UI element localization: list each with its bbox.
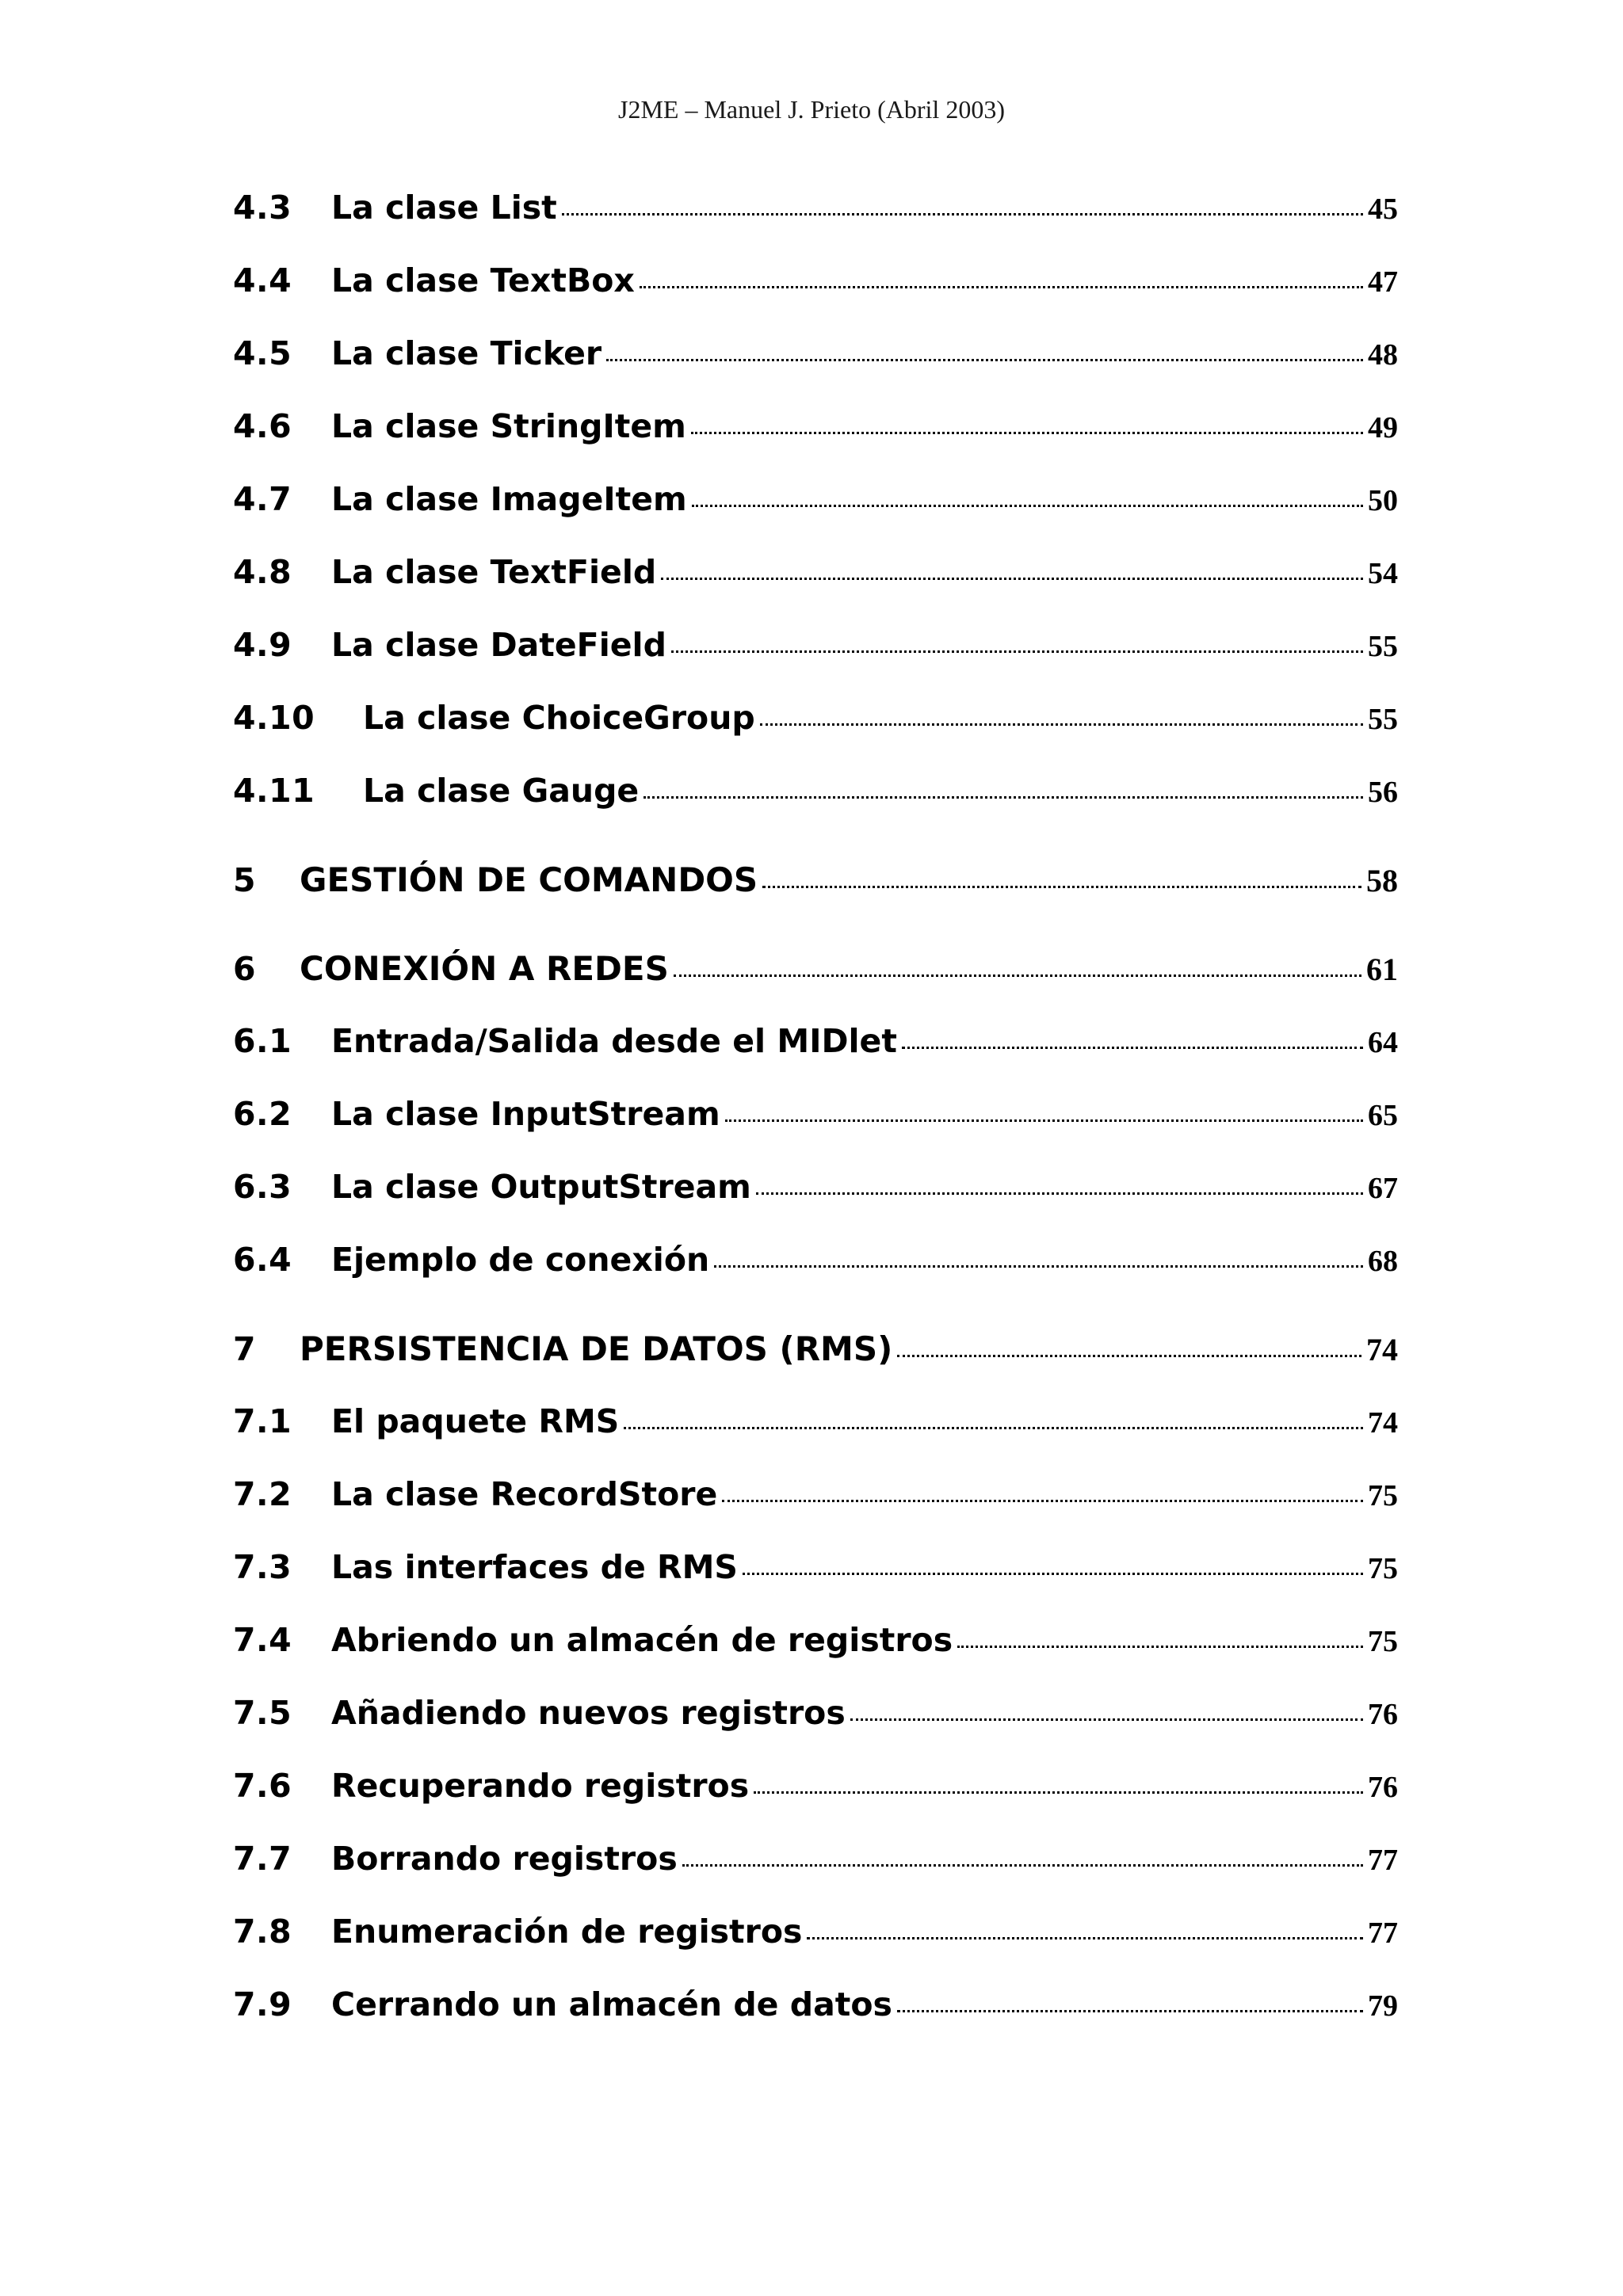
dot-leader xyxy=(624,1427,1363,1429)
toc-entry-number: 4.4 xyxy=(233,261,292,299)
toc-entry-number: 7.5 xyxy=(233,1694,292,1732)
toc-entry-title: El paquete RMS xyxy=(331,1402,620,1440)
toc-entry-page: 64 xyxy=(1368,1026,1398,1059)
dot-leader xyxy=(743,1573,1363,1575)
toc-entry-title: La clase InputStream xyxy=(331,1095,720,1133)
toc-entry-page: 74 xyxy=(1366,1332,1398,1367)
toc-entry-title: La clase TextField xyxy=(331,553,657,591)
toc-entry-page: 77 xyxy=(1368,1917,1398,1950)
toc-entry-title: Añadiendo nuevos registros xyxy=(331,1694,846,1732)
toc-entry[interactable] xyxy=(233,1548,1398,1596)
toc-entry[interactable] xyxy=(233,480,1398,528)
toc-entry[interactable] xyxy=(233,1241,1398,1288)
toc-entry[interactable] xyxy=(233,772,1398,819)
toc-entry-page: 49 xyxy=(1368,411,1398,444)
toc-entry[interactable] xyxy=(233,1022,1398,1070)
toc-entry-title: Las interfaces de RMS xyxy=(331,1548,738,1586)
toc-entry-page: 45 xyxy=(1368,193,1398,226)
toc-entry-page: 65 xyxy=(1368,1099,1398,1132)
dot-leader xyxy=(807,1937,1363,1939)
toc-entry-page: 67 xyxy=(1368,1172,1398,1205)
dot-leader xyxy=(756,1192,1363,1195)
toc-entry-title: La clase DateField xyxy=(331,626,666,664)
toc-entry-title: CONEXIÓN A REDES xyxy=(300,949,669,988)
toc-entry[interactable] xyxy=(233,1168,1398,1215)
toc-entry-page: 58 xyxy=(1366,863,1398,898)
toc-entry-page: 48 xyxy=(1368,338,1398,372)
toc-entry-page: 47 xyxy=(1368,265,1398,299)
toc-entry-page: 76 xyxy=(1368,1771,1398,1804)
dot-leader xyxy=(682,1864,1363,1867)
toc-entry-number: 4.3 xyxy=(233,189,292,227)
dot-leader xyxy=(661,578,1363,580)
running-header: J2ME – Manuel J. Prieto (Abril 2003) xyxy=(618,95,1005,124)
dot-leader xyxy=(725,1119,1363,1122)
dot-leader xyxy=(671,650,1363,653)
toc-entry-number: 6.1 xyxy=(233,1022,292,1060)
toc-entry-number: 7.9 xyxy=(233,1985,292,2023)
dot-leader xyxy=(897,2010,1363,2012)
dot-leader xyxy=(957,1646,1363,1648)
dot-leader xyxy=(691,432,1363,434)
toc-entry-page: 55 xyxy=(1368,703,1398,736)
dot-leader xyxy=(902,1047,1363,1049)
toc-entry-title: Entrada/Salida desde el MIDlet xyxy=(331,1022,897,1060)
toc-entry-number: 7.6 xyxy=(233,1767,292,1805)
toc-entry-number: 4.10 xyxy=(233,699,315,737)
toc-chapter-entry[interactable] xyxy=(233,1329,1398,1377)
toc-entry[interactable] xyxy=(233,626,1398,673)
toc-entry[interactable] xyxy=(233,1621,1398,1669)
toc-entry-page: 74 xyxy=(1368,1406,1398,1440)
toc-entry-title: La clase ChoiceGroup xyxy=(363,699,755,737)
toc-entry-number: 4.9 xyxy=(233,626,292,664)
dot-leader xyxy=(760,723,1363,726)
toc-entry-page: 50 xyxy=(1368,484,1398,517)
toc-entry[interactable] xyxy=(233,407,1398,455)
toc-entry-number: 5 xyxy=(233,861,257,899)
toc-entry-title: La clase TextBox xyxy=(331,261,635,299)
toc-entry-page: 61 xyxy=(1366,952,1398,987)
toc-entry-page: 75 xyxy=(1368,1552,1398,1585)
dot-leader xyxy=(714,1265,1363,1268)
dot-leader xyxy=(674,974,1361,977)
toc-chapter-entry[interactable] xyxy=(233,949,1398,997)
toc-entry-number: 4.5 xyxy=(233,334,292,372)
toc-entry-number: 4.6 xyxy=(233,407,292,445)
toc-entry[interactable] xyxy=(233,189,1398,236)
toc-entry-number: 7.2 xyxy=(233,1475,292,1513)
toc-entry-page: 77 xyxy=(1368,1844,1398,1877)
toc-entry-title: PERSISTENCIA DE DATOS (RMS) xyxy=(300,1329,893,1368)
toc-entry-page: 76 xyxy=(1368,1698,1398,1731)
dot-leader xyxy=(850,1718,1363,1721)
toc-entry-title: Borrando registros xyxy=(331,1840,678,1878)
toc-entry[interactable] xyxy=(233,1913,1398,1960)
toc-entry-page: 68 xyxy=(1368,1245,1398,1278)
toc-entry[interactable] xyxy=(233,553,1398,601)
toc-chapter-entry[interactable] xyxy=(233,860,1398,908)
toc-entry-title: Ejemplo de conexión xyxy=(331,1241,710,1279)
toc-entry-number: 6 xyxy=(233,950,257,988)
toc-entry-number: 7.7 xyxy=(233,1840,292,1878)
toc-entry-title: La clase ImageItem xyxy=(331,480,687,518)
toc-entry[interactable] xyxy=(233,1767,1398,1814)
toc-entry-number: 4.11 xyxy=(233,772,315,810)
toc-entry-title: La clase Gauge xyxy=(363,772,640,810)
toc-entry[interactable] xyxy=(233,1985,1398,2033)
toc-entry-title: Enumeración de registros xyxy=(331,1913,803,1951)
toc-entry[interactable] xyxy=(233,1475,1398,1523)
toc-entry[interactable] xyxy=(233,334,1398,382)
dot-leader xyxy=(754,1791,1363,1794)
toc-entry[interactable] xyxy=(233,1095,1398,1142)
toc-entry-title: La clase Ticker xyxy=(331,334,602,372)
toc-entry[interactable] xyxy=(233,261,1398,309)
toc-entry-title: Cerrando un almacén de datos xyxy=(331,1985,892,2023)
toc-entry-number: 7.3 xyxy=(233,1548,292,1586)
toc-entry-page: 55 xyxy=(1368,630,1398,663)
toc-entry[interactable] xyxy=(233,1694,1398,1741)
toc-entry-number: 6.3 xyxy=(233,1168,292,1206)
dot-leader xyxy=(692,505,1363,507)
toc-entry-number: 7.8 xyxy=(233,1913,292,1951)
dot-leader xyxy=(897,1355,1361,1357)
dot-leader xyxy=(562,213,1363,215)
toc-entry-page: 75 xyxy=(1368,1625,1398,1658)
dot-leader xyxy=(640,286,1363,288)
dot-leader xyxy=(606,359,1363,361)
toc-entry-page: 56 xyxy=(1368,776,1398,809)
toc-entry-number: 6.2 xyxy=(233,1095,292,1133)
dot-leader xyxy=(722,1500,1363,1502)
toc-entry-title: Recuperando registros xyxy=(331,1767,750,1805)
toc-entry-page: 75 xyxy=(1368,1479,1398,1512)
toc-entry-title: GESTIÓN DE COMANDOS xyxy=(300,860,758,899)
toc-entry[interactable] xyxy=(233,699,1398,746)
toc-entry-number: 4.8 xyxy=(233,553,292,591)
toc-entry-title: La clase StringItem xyxy=(331,407,686,445)
toc-entry-number: 4.7 xyxy=(233,480,292,518)
toc-entry[interactable] xyxy=(233,1840,1398,1887)
dot-leader xyxy=(643,796,1363,799)
toc-entry-page: 54 xyxy=(1368,557,1398,590)
toc-entry-title: La clase List xyxy=(331,189,557,227)
toc-entry[interactable] xyxy=(233,1402,1398,1450)
toc-entry-title: La clase RecordStore xyxy=(331,1475,718,1513)
toc-entry-title: La clase OutputStream xyxy=(331,1168,751,1206)
toc-entry-number: 7.1 xyxy=(233,1402,292,1440)
dot-leader xyxy=(762,886,1361,888)
toc-entry-page: 79 xyxy=(1368,1989,1398,2023)
toc-entry-number: 6.4 xyxy=(233,1241,292,1279)
toc-entry-number: 7.4 xyxy=(233,1621,292,1659)
toc-entry-number: 7 xyxy=(233,1330,257,1368)
toc-entry-title: Abriendo un almacén de registros xyxy=(331,1621,953,1659)
